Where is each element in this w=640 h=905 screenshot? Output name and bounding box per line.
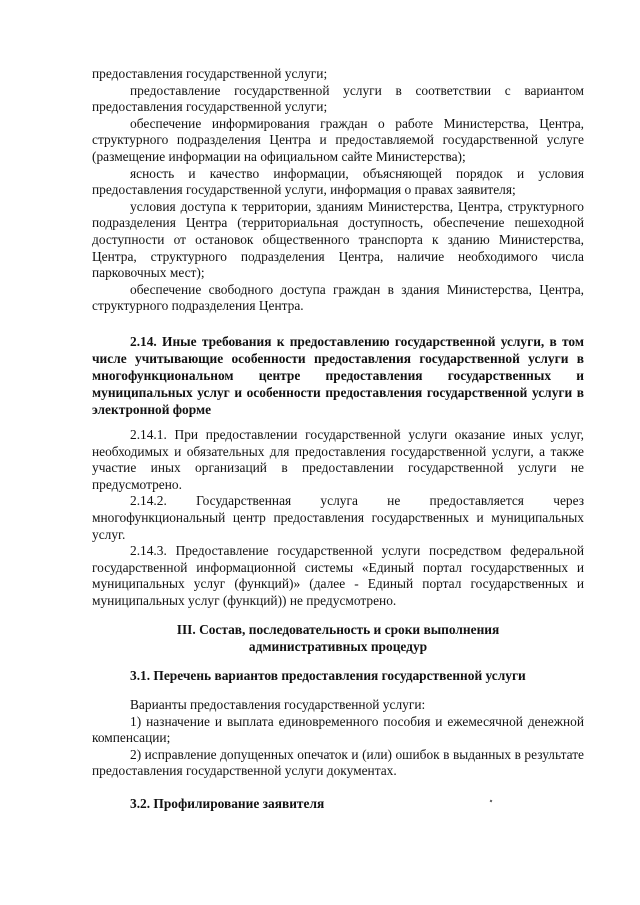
item-2-14-2: 2.14.2. Государственная услуга не предоставляется через многофункциональный центр предоставления государственных и муниципальных услуг. [92, 493, 584, 542]
intro-paragraph-3: обеспечение информирования граждан о работе Министерства, Центра, структурного подразделения Центра и предоставляемой государственной услуге (размещение информации на официальном сайте Министерства); [92, 115, 584, 164]
intro-paragraphs [92, 66, 584, 315]
section-2-14-heading: 2.14. Иные требования к предоставлению государственной услуги, в том числе учитывающие особенности предоставления государственной услуги в многофункциональном центре предоставления государственных и муниципальных услуг и особенности предоставления государственной услуги в электронной форме [92, 334, 584, 417]
intro-paragraph-4: ясность и качество информации, объясняющей порядок и условия предоставления государственной услуги, информация о правах заявителя; [92, 165, 584, 198]
item-2-14-1: 2.14.1. При предоставлении государственной услуги оказание иных услуг, необходимых и обязательных для предоставления государственной услуги, а также участие иных организаций в предоставлении государственной услуги не предусмотрено. [92, 427, 584, 492]
section-3-heading: III. Состав, последовательность и сроки выполнения административных процедур [176, 622, 500, 654]
intro-paragraph-2: предоставление государственной услуги в соответствии с вариантом предоставления государственной услуги; [92, 82, 584, 115]
section-3-2-heading: 3.2. Профилирование заявителя [130, 796, 325, 811]
variant-option-1: 1) назначение и выплата единовременного пособия и ежемесячной денежной компенсации; [92, 713, 584, 746]
intro-paragraph-5: условия доступа к территории, зданиям Министерства, Центра, структурного подразделения Центра (территориальная доступность, обеспечение пешеходной доступности от остановок общественного транспорта к зданию Министерства, Центра, структурного подразделения Центра, наличие необходимого числа парковочных мест); [92, 198, 584, 281]
section-3-1-heading: 3.1. Перечень вариантов предоставления государственной услуги [130, 668, 526, 683]
section-2-14-items [92, 427, 584, 610]
variants-lead: Варианты предоставления государственной услуги: [130, 697, 426, 712]
intro-paragraph-1: предоставления государственной услуги; [92, 66, 328, 81]
section-3-1-body [92, 697, 584, 780]
item-2-14-3: 2.14.3. Предоставление государственной услуги посредством федеральной государственной информационной системы «Единый портал государственных и муниципальных услуг (функций)» (далее - Единый портал государственных и муниципальных услуг (функций)) не предусмотрено. [92, 543, 584, 608]
intro-paragraph-6: обеспечение свободного доступа граждан в здания Министерства, Центра, структурного подразделения Центра. [92, 281, 584, 314]
variant-option-2: 2) исправление допущенных опечаток и (или) ошибок в выданных в результате предоставления государственной услуги документах. [92, 746, 584, 779]
